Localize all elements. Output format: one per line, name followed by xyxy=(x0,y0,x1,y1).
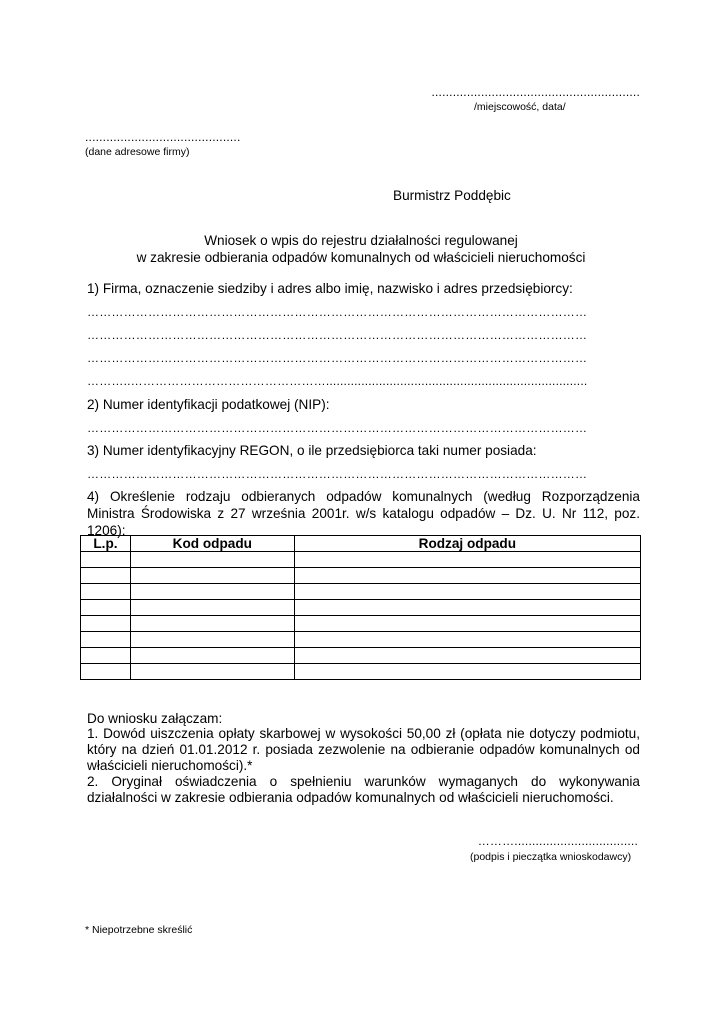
table-row xyxy=(81,600,641,616)
header-rodzaj-odpadu: Rodzaj odpadu xyxy=(294,536,640,552)
cell-rodzaj-odpadu xyxy=(294,664,640,680)
table-row xyxy=(81,648,641,664)
addressee: Burmistrz Poddębic xyxy=(393,188,511,203)
cell-lp xyxy=(81,600,131,616)
cell-kod-odpadu xyxy=(130,664,294,680)
table-row xyxy=(81,616,641,632)
cell-kod-odpadu xyxy=(130,584,294,600)
attachment-item-2: 2. Oryginał oświadczenia o spełnieniu warunków wymaganych do wykonywania działalności w zakresie odbierania odpadów komunalnych od właścicieli nieruchomości. xyxy=(87,774,640,805)
title-line-2: w zakresie odbierania odpadów komunalnych od właścicieli nieruchomości xyxy=(136,250,586,265)
cell-lp xyxy=(81,584,131,600)
signature-line: ………................................... xyxy=(477,834,638,848)
cell-rodzaj-odpadu xyxy=(294,568,640,584)
section-3-label: 3) Numer identyfikacyjny REGON, o ile przedsiębiorca taki numer posiada: xyxy=(87,443,537,458)
waste-table xyxy=(80,535,641,680)
section-3-line: …………………………………………………………………………………………………………… xyxy=(87,467,588,481)
title-line-1: Wniosek o wpis do rejestru działalności regulowanej xyxy=(204,233,518,248)
footnote: * Niepotrzebne skreślić xyxy=(85,924,193,936)
date-caption: /miejscowość, data/ xyxy=(474,101,566,113)
cell-lp xyxy=(81,568,131,584)
cell-rodzaj-odpadu xyxy=(294,600,640,616)
cell-lp xyxy=(81,664,131,680)
attachments-heading: Do wniosku załączam: xyxy=(87,711,223,726)
section-2-label: 2) Numer identyfikacji podatkowej (NIP): xyxy=(87,397,330,412)
cell-lp xyxy=(81,632,131,648)
cell-kod-odpadu xyxy=(130,648,294,664)
table-row xyxy=(81,664,641,680)
cell-rodzaj-odpadu xyxy=(294,616,640,632)
section-1-line: ………..………………………………………….......................................................................... xyxy=(87,374,588,388)
cell-kod-odpadu xyxy=(130,632,294,648)
table-row xyxy=(81,552,641,568)
attachment-item-1: 1. Dowód uiszczenia opłaty skarbowej w wysokości 50,00 zł (opłata nie dotyczy podmiotu, który na dzień 01.01.2012 r. posiada zezwolenie na odbieranie odpadów komunalnych od właścicieli nieruchomości).* xyxy=(87,726,640,773)
cell-kod-odpadu xyxy=(130,568,294,584)
cell-lp xyxy=(81,648,131,664)
cell-lp xyxy=(81,616,131,632)
section-1-line: …………………………………………………………………………………………………………… xyxy=(87,305,588,319)
cell-kod-odpadu xyxy=(130,552,294,568)
header-kod-odpadu: Kod odpadu xyxy=(130,536,294,552)
section-1-line: …………………………………………………………………………………………………………… xyxy=(87,328,588,342)
cell-kod-odpadu xyxy=(130,600,294,616)
section-1-line: …………………………………………………………………………………………………………… xyxy=(87,351,588,365)
table-row xyxy=(81,584,641,600)
section-4-text: 4) Określenie rodzaju odbieranych odpadów komunalnych (według Rozporządzenia Ministra Środowiska z 27 września 2001r. w/s katalogu odpadów – Dz. U. Nr 112, poz. 1206): xyxy=(87,489,640,538)
header-lp: L.p. xyxy=(81,536,131,552)
table-header-row xyxy=(81,536,641,552)
cell-lp xyxy=(81,552,131,568)
date-line: ........................................................... xyxy=(431,85,640,99)
cell-rodzaj-odpadu xyxy=(294,584,640,600)
cell-rodzaj-odpadu xyxy=(294,648,640,664)
table-row xyxy=(81,632,641,648)
table-row xyxy=(81,568,641,584)
company-caption: (dane adresowe firmy) xyxy=(85,146,190,158)
section-1-label: 1) Firma, oznaczenie siedziby i adres albo imię, nazwisko i adres przedsiębiorcy: xyxy=(87,281,573,296)
cell-rodzaj-odpadu xyxy=(294,552,640,568)
section-2-line: …………………………………………………………………………………………………………… xyxy=(87,421,588,435)
signature-caption: (podpis i pieczątka wnioskodawcy) xyxy=(470,851,632,863)
company-line: ............................................ xyxy=(85,130,241,144)
cell-kod-odpadu xyxy=(130,616,294,632)
cell-rodzaj-odpadu xyxy=(294,632,640,648)
